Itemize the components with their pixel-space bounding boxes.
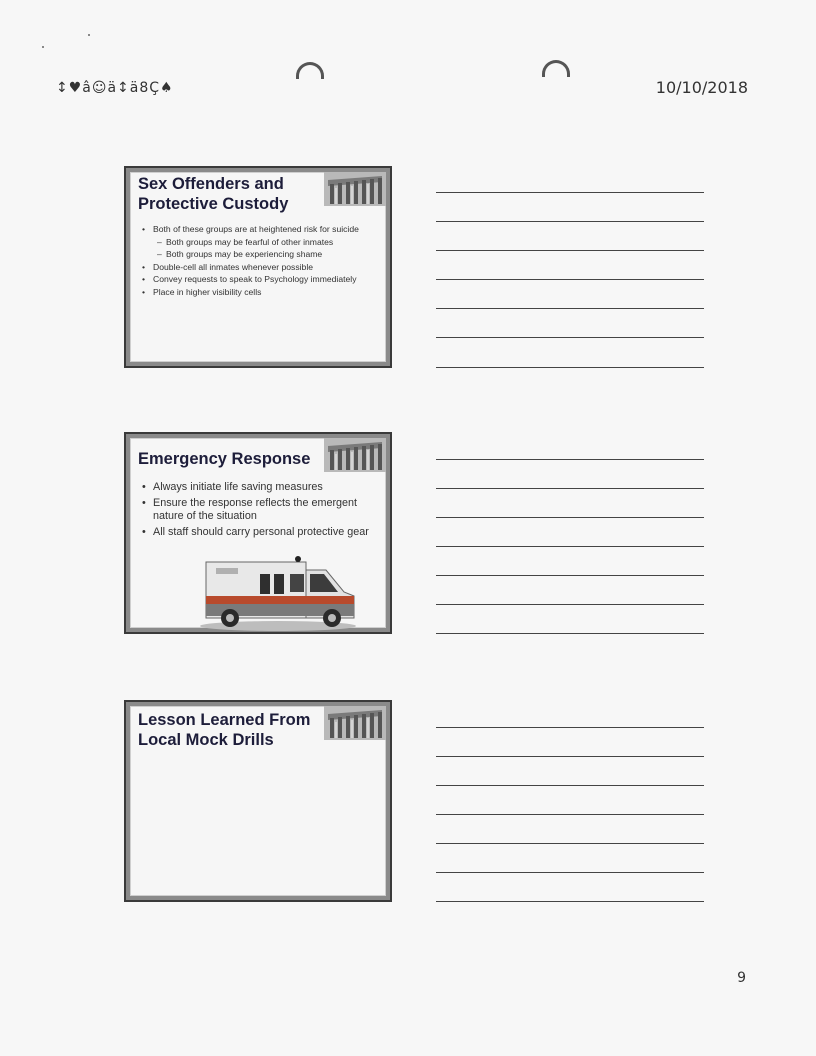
scan-speck: [42, 46, 44, 48]
note-line: [436, 814, 704, 815]
slide-lesson-learned: [124, 700, 392, 902]
cell-bars-icon: [324, 172, 386, 206]
note-line: [436, 250, 704, 251]
scan-speck: [88, 34, 90, 36]
note-line: [436, 756, 704, 757]
bullet-item: • Both of these groups are at heightened risk for suicide: [140, 224, 380, 236]
bullet-list: [140, 481, 380, 542]
note-line: [436, 459, 704, 460]
bullet-item: • Double-cell all inmates whenever possible: [140, 262, 380, 274]
note-line: [436, 337, 704, 338]
note-line: [436, 785, 704, 786]
note-line: [436, 872, 704, 873]
note-line: [436, 367, 704, 368]
note-line: [436, 633, 704, 634]
sub-bullet-item: – Both groups may be experiencing shame: [140, 249, 380, 261]
note-line: [436, 727, 704, 728]
page-number: 9: [737, 970, 746, 986]
note-line: [436, 488, 704, 489]
bullet-item: • Always initiate life saving measures: [140, 481, 380, 494]
slide-title: Lesson Learned From Local Mock Drills: [138, 711, 311, 749]
note-line: [436, 901, 704, 902]
header-date: 10/10/2018: [655, 78, 748, 97]
bullet-item: • Convey requests to speak to Psychology immediately: [140, 274, 380, 286]
cell-bars-icon: [324, 438, 386, 472]
note-line: [436, 843, 704, 844]
slide-title: Emergency Response: [138, 450, 311, 468]
bullet-list: [140, 224, 380, 299]
note-line: [436, 192, 704, 193]
hole-punch-mark: [296, 62, 324, 79]
slide-sex-offenders: [124, 166, 392, 368]
note-line: [436, 308, 704, 309]
sub-bullet-item: – Both groups may be fearful of other inmates: [140, 237, 380, 249]
bullet-item: • All staff should carry personal protective gear: [140, 526, 373, 539]
slide-emergency-response: [124, 432, 392, 634]
note-line: [436, 604, 704, 605]
cell-bars-icon: [324, 706, 386, 740]
bullet-item: • Place in higher visibility cells: [140, 287, 380, 299]
hole-punch-mark: [542, 60, 570, 77]
note-line: [436, 546, 704, 547]
note-line: [436, 221, 704, 222]
ambulance-image: [198, 556, 358, 632]
note-line: [436, 575, 704, 576]
bullet-item: • Ensure the response reflects the emergent nature of the situation: [140, 497, 380, 523]
garbled-header-text: ↕♥â☺ä↕ä8Ç♠: [56, 80, 174, 96]
note-line: [436, 279, 704, 280]
slide-title: Sex Offenders and Protective Custody: [138, 175, 289, 213]
note-line: [436, 517, 704, 518]
